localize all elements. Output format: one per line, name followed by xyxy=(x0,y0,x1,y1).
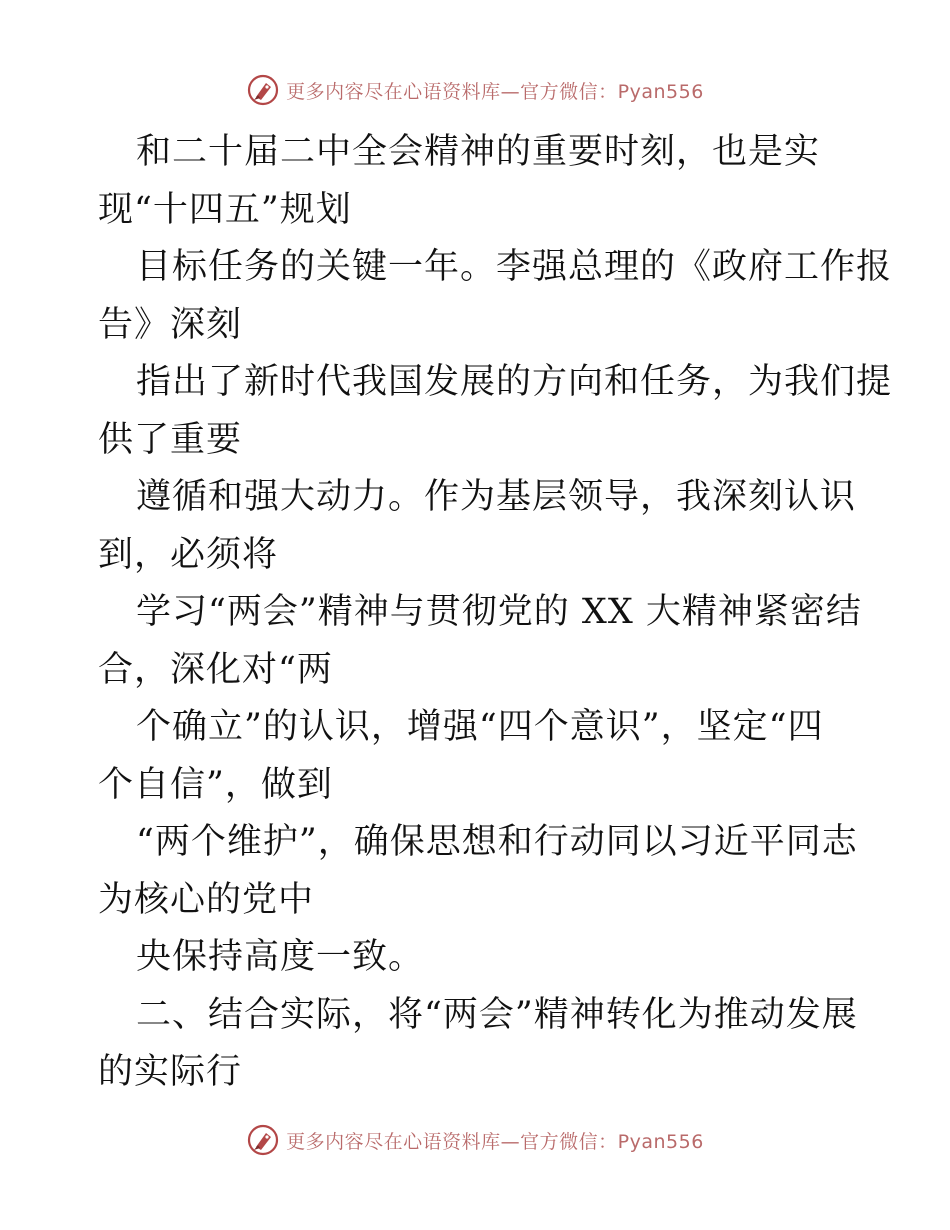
text-line: 学习“两会”精神与贯彻党的 XX 大精神紧密结 xyxy=(136,592,862,632)
pen-nib-logo-icon xyxy=(246,1123,280,1157)
text-line: 个自信”，做到 xyxy=(98,764,333,805)
watermark-group xyxy=(246,73,704,107)
text-line: 到，必须将 xyxy=(98,534,279,575)
text-line: 合，深化对“两 xyxy=(98,649,333,690)
text-line: 告》深刻 xyxy=(98,304,243,345)
text-line: 指出了新时代我国发展的方向和任务，为我们提 xyxy=(136,362,893,402)
watermark-group xyxy=(246,1123,704,1157)
text-line: 供了重要 xyxy=(98,419,243,460)
text-line: 和二十届二中全会精神的重要时刻，也是实 xyxy=(136,132,821,172)
text-line: 为核心的党中 xyxy=(98,879,315,920)
pen-nib-logo-icon xyxy=(246,73,280,107)
document-body xyxy=(98,124,893,1102)
text-line: 央保持高度一致。 xyxy=(136,937,425,977)
header-watermark xyxy=(0,70,950,110)
watermark-text: 更多内容尽在心语资料库—官方微信：Pyan556 xyxy=(286,1130,704,1153)
text-line: 遵循和强大动力。作为基层领导，我深刻认识 xyxy=(136,477,857,517)
text-line: “两个维护”，确保思想和行动同以习近平同志 xyxy=(136,822,858,862)
text-line: 现“十四五”规划 xyxy=(98,189,352,230)
text-line: 目标任务的关键一年。李强总理的《政府工作报 xyxy=(136,247,893,287)
text-line: 个确立”的认识，增强“四个意识”，坚定“四 xyxy=(136,707,824,747)
text-line: 的实际行 xyxy=(98,1052,243,1092)
watermark-text: 更多内容尽在心语资料库—官方微信：Pyan556 xyxy=(286,80,704,103)
text-line: 二、结合实际，将“两会”精神转化为推动发展 xyxy=(136,994,858,1035)
footer-watermark xyxy=(0,1120,950,1160)
